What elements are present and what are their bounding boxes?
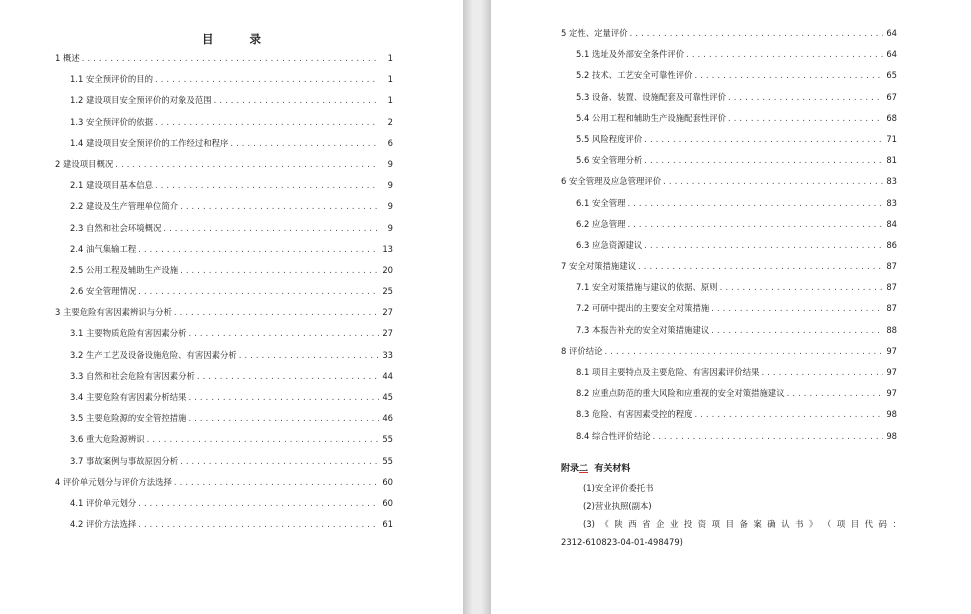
- toc-entry-label: 3.3 自然和社会危险有害因素分析: [70, 370, 195, 381]
- toc-entry-page: 71: [886, 133, 897, 144]
- appendix-item-3-char: 认: [781, 519, 790, 529]
- toc-entry-label: 7.1 安全对策措施与建议的依据、原则: [576, 282, 718, 293]
- toc-entry-label: 8.4 综合性评价结论: [576, 430, 651, 441]
- toc-list-right: [561, 23, 897, 447]
- toc-entry-label: 5.3 设备、装置、设施配套及可靠性评价: [576, 91, 726, 102]
- toc-entry[interactable]: [55, 112, 393, 133]
- toc-entry-page: 64: [886, 28, 897, 38]
- appendix-item-3-char: 项: [836, 519, 846, 529]
- appendix-item-3-char: 》: [809, 519, 818, 529]
- toc-dot-leader: [711, 298, 883, 319]
- toc-entry-label: 2.1 建设项目基本信息: [70, 180, 153, 191]
- toc-entry-label: 2.5 公用工程及辅助生产设施: [70, 264, 179, 275]
- toc-entry-page: 60: [382, 476, 393, 487]
- toc-entry-label: 7.2 可研中提出的主要安全对策措施: [576, 303, 710, 314]
- toc-dot-leader: [728, 108, 883, 129]
- appendix-item-3: [561, 515, 901, 533]
- toc-entry-label: 1.2 建设项目安全预评价的对象及范围: [70, 95, 212, 106]
- toc-entry-label: 2.6 安全管理情况: [70, 286, 137, 297]
- toc-entry[interactable]: [561, 320, 897, 341]
- toc-entry[interactable]: [55, 323, 393, 344]
- appendix-item-3-char: (3): [583, 519, 595, 529]
- toc-entry-label: 3.2 生产工艺及设备设施危险、有害因素分析: [70, 349, 237, 360]
- toc-entry-label: 8.2 应重点防范的重大风险和应重视的安全对策措施建议: [576, 388, 785, 399]
- toc-entry-page: 45: [382, 392, 393, 402]
- toc-entry[interactable]: [561, 23, 897, 44]
- toc-entry-page: 97: [886, 345, 897, 356]
- toc-entry[interactable]: [561, 341, 897, 362]
- appendix-item-3-char: 案: [753, 519, 762, 529]
- appendix-item-3-char: 资: [697, 519, 707, 529]
- toc-dot-leader: [155, 175, 379, 196]
- toc-entry-label: 5.5 风险程度评价: [576, 133, 643, 144]
- toc-entry[interactable]: [55, 260, 393, 281]
- toc-entry-page: 44: [382, 370, 393, 381]
- toc-dot-leader: [686, 44, 883, 65]
- toc-entry-page: 84: [886, 218, 897, 229]
- toc-dot-leader: [188, 387, 379, 408]
- toc-dot-leader: [82, 48, 379, 69]
- toc-entry[interactable]: [561, 235, 897, 256]
- toc-dot-leader: [147, 429, 379, 450]
- appendix-item-3-char: 确: [767, 519, 776, 529]
- toc-dot-leader: [694, 404, 883, 425]
- toc-entry-label: 5.6 安全管理分析: [576, 155, 643, 166]
- toc-entry[interactable]: [55, 154, 393, 175]
- toc-entry[interactable]: [561, 44, 897, 65]
- appendix-item-1: (1)安全评价委托书: [583, 483, 654, 493]
- toc-entry[interactable]: [55, 281, 393, 302]
- toc-entry[interactable]: [55, 69, 393, 90]
- appendix-item-3-char: 目: [850, 519, 860, 529]
- appendix-item-3-char: 企: [656, 519, 665, 529]
- toc-dot-leader: [138, 281, 379, 302]
- toc-entry[interactable]: [561, 298, 897, 319]
- toc-entry-page: 67: [886, 91, 897, 102]
- toc-entry-page: 97: [886, 388, 897, 399]
- page-gutter: [463, 0, 491, 614]
- toc-entry[interactable]: [561, 256, 897, 277]
- toc-dot-leader: [720, 277, 883, 298]
- toc-entry-label: 2 建设项目概况: [55, 158, 114, 169]
- toc-dot-leader: [638, 256, 883, 277]
- toc-entry[interactable]: [55, 90, 393, 111]
- toc-entry-label: 4.1 评价单元划分: [70, 497, 137, 508]
- toc-dot-leader: [138, 493, 379, 514]
- toc-dot-leader: [630, 23, 883, 44]
- toc-entry-page: 86: [886, 239, 897, 250]
- toc-entry[interactable]: [561, 87, 897, 108]
- toc-entry-page: 1: [387, 74, 393, 85]
- toc-entry[interactable]: [55, 366, 393, 387]
- toc-entry-label: 5.2 技术、工艺安全可靠性评价: [576, 70, 693, 81]
- toc-entry[interactable]: [55, 514, 393, 535]
- appendix-item-3-code: 2312-610823-04-01-498479): [561, 537, 683, 547]
- appendix-item-2: (2)营业执照(副本): [583, 501, 652, 511]
- toc-entry-label: 8.3 危险、有害因素受控的程度: [576, 409, 693, 420]
- toc-entry-page: 87: [886, 261, 897, 272]
- toc-entry[interactable]: [561, 171, 897, 192]
- appendix-item-3-char: 码: [878, 519, 887, 529]
- toc-entry[interactable]: [55, 133, 393, 154]
- toc-entry-label: 2.2 建设及生产管理单位简介: [70, 201, 179, 212]
- toc-dot-leader: [138, 514, 379, 535]
- appendix-heading-title: 有关材料: [594, 464, 631, 474]
- toc-entry-page: 6: [387, 137, 393, 148]
- appendix-heading: [561, 459, 901, 479]
- toc-entry-label: 3.7 事故案例与事故原因分析: [70, 455, 179, 466]
- toc-entry-page: 98: [886, 409, 897, 420]
- toc-entry[interactable]: [561, 65, 897, 86]
- toc-dot-leader: [761, 362, 883, 383]
- toc-entry-page: 27: [382, 307, 393, 318]
- toc-entry-page: 1: [387, 53, 393, 63]
- toc-dot-leader: [230, 133, 379, 154]
- toc-entry-page: 27: [382, 328, 393, 339]
- toc-entry[interactable]: [561, 362, 897, 383]
- toc-entry[interactable]: [55, 387, 393, 408]
- appendix-item-3-char: 业: [669, 519, 679, 529]
- toc-entry-label: 1.1 安全预评价的目的: [70, 74, 153, 85]
- toc-entry-label: 2.4 油气集输工程: [70, 243, 137, 254]
- toc-entry[interactable]: [55, 218, 393, 239]
- toc-entry[interactable]: [561, 193, 897, 214]
- toc-entry[interactable]: [55, 196, 393, 217]
- toc-entry[interactable]: [561, 150, 897, 171]
- toc-entry-label: 1 概述: [55, 53, 80, 63]
- toc-dot-leader: [188, 323, 379, 344]
- toc-entry-label: 6.1 安全管理: [576, 197, 626, 208]
- toc-entry-label: 4 评价单元划分与评价方法选择: [55, 476, 172, 487]
- toc-entry-page: 20: [382, 264, 393, 275]
- toc-entry-page: 9: [387, 180, 393, 191]
- toc-entry-page: 81: [886, 155, 897, 166]
- toc-entry-page: 33: [382, 349, 393, 360]
- toc-entry-page: 2: [387, 116, 393, 127]
- toc-entry-label: 2.3 自然和社会环境概况: [70, 222, 162, 233]
- toc-entry-label: 3.6 重大危险源辨识: [70, 434, 145, 445]
- toc-entry-page: 98: [886, 430, 897, 441]
- toc-title: 目 录: [201, 32, 277, 46]
- toc-dot-leader: [627, 214, 883, 235]
- toc-entry-label: 1.4 建设项目安全预评价的工作经过和程序: [70, 137, 229, 148]
- appendix-heading-prefix: 附录: [561, 464, 580, 474]
- appendix-item-3-char: 省: [642, 519, 651, 529]
- toc-entry-label: 6 安全管理及应急管理评价: [561, 176, 662, 187]
- toc-dot-leader: [644, 150, 883, 171]
- toc-entry-page: 25: [382, 286, 393, 297]
- appendix-item-3-char: 陕: [614, 519, 623, 529]
- toc-dot-leader: [155, 69, 379, 90]
- toc-entry-page: 9: [387, 158, 393, 169]
- appendix-item-3-char: 项: [711, 519, 721, 529]
- toc-entry-page: 46: [382, 413, 393, 424]
- toc-dot-leader: [188, 408, 379, 429]
- toc-entry-label: 6.2 应急管理: [576, 218, 626, 229]
- toc-entry-page: 1: [387, 95, 393, 106]
- toc-entry-page: 61: [382, 519, 393, 530]
- toc-entry-label: 8.1 项目主要特点及主要危险、有害因素评价结果: [576, 367, 760, 377]
- toc-entry-page: 87: [886, 282, 897, 293]
- toc-entry[interactable]: [561, 108, 897, 129]
- toc-entry-label: 3.5 主要危险源的安全管控措施: [70, 413, 187, 424]
- toc-dot-leader: [163, 218, 379, 239]
- appendix-item-3-char: 投: [683, 519, 693, 529]
- toc-dot-leader: [180, 451, 379, 472]
- toc-entry[interactable]: [55, 345, 393, 366]
- toc-dot-leader: [239, 345, 379, 366]
- toc-entry-label: 5 定性、定量评价: [561, 28, 628, 38]
- appendix-item-3-char: 《: [600, 519, 609, 529]
- toc-entry-page: 87: [886, 303, 897, 314]
- toc-entry[interactable]: [55, 239, 393, 260]
- toc-entry-page: 83: [886, 176, 897, 187]
- toc-dot-leader: [644, 129, 883, 150]
- toc-dot-leader: [174, 302, 379, 323]
- appendix-item-3-char: ：: [892, 519, 901, 529]
- toc-entry-page: 83: [886, 197, 897, 208]
- toc-dot-leader: [214, 90, 379, 111]
- toc-entry[interactable]: [561, 277, 897, 298]
- toc-list-left: [55, 48, 393, 535]
- appendix-item-3-char: 目: [725, 519, 734, 529]
- toc-entry-label: 5.4 公用工程和辅助生产设施配套性评价: [576, 112, 726, 123]
- toc-entry[interactable]: [55, 472, 393, 493]
- toc-entry-page: 9: [387, 201, 393, 212]
- toc-entry-label: 8 评价结论: [561, 345, 603, 356]
- toc-dot-leader: [728, 87, 883, 108]
- toc-entry[interactable]: [561, 383, 897, 404]
- toc-entry-label: 7.3 本报告补充的安全对策措施建议: [576, 324, 710, 335]
- toc-entry[interactable]: [561, 426, 897, 447]
- toc-entry-page: 97: [886, 367, 897, 377]
- toc-entry-page: 13: [382, 243, 393, 254]
- appendix-item-3-char: （: [822, 519, 832, 529]
- toc-dot-leader: [115, 154, 379, 175]
- appendix-heading-mark: 二: [579, 464, 589, 474]
- toc-entry[interactable]: [55, 48, 393, 69]
- toc-entry-label: 3.1 主要物质危险有害因素分析: [70, 328, 187, 339]
- toc-entry-label: 4.2 评价方法选择: [70, 519, 137, 530]
- toc-entry-label: 5.1 选址及外部安全条件评价: [576, 49, 685, 60]
- toc-entry[interactable]: [55, 408, 393, 429]
- toc-entry-page: 60: [382, 497, 393, 508]
- toc-dot-leader: [653, 426, 883, 447]
- toc-entry-label: 3 主要危险有害因素辨识与分析: [55, 307, 172, 318]
- toc-dot-leader: [644, 235, 883, 256]
- toc-entry-page: 55: [382, 434, 393, 445]
- toc-entry-label: 3.4 主要危险有害因素分析结果: [70, 392, 187, 402]
- toc-entry-page: 9: [387, 222, 393, 233]
- appendix-section: [561, 459, 901, 551]
- toc-dot-leader: [180, 196, 379, 217]
- toc-dot-leader: [138, 239, 379, 260]
- toc-entry[interactable]: [55, 493, 393, 514]
- toc-dot-leader: [197, 366, 379, 387]
- toc-dot-leader: [694, 65, 883, 86]
- appendix-item-3-char: 西: [628, 519, 637, 529]
- toc-dot-leader: [627, 193, 883, 214]
- appendix-item-3-char: 代: [864, 519, 873, 529]
- toc-entry-label: 6.3 应急资源建议: [576, 239, 643, 250]
- toc-dot-leader: [155, 112, 379, 133]
- toc-entry-page: 64: [886, 49, 897, 60]
- toc-entry[interactable]: [561, 214, 897, 235]
- toc-entry-label: 1.3 安全预评价的依据: [70, 116, 153, 127]
- toc-entry[interactable]: [55, 429, 393, 450]
- toc-entry-label: 7 安全对策措施建议: [561, 261, 636, 272]
- toc-entry[interactable]: [561, 129, 897, 150]
- toc-dot-leader: [605, 341, 884, 362]
- toc-entry[interactable]: [55, 451, 393, 472]
- toc-entry-page: 55: [382, 455, 393, 466]
- appendix-item-3-char: 书: [795, 519, 804, 529]
- toc-entry-page: 88: [886, 324, 897, 335]
- toc-entry[interactable]: [561, 404, 897, 425]
- toc-dot-leader: [174, 472, 379, 493]
- toc-entry-page: 65: [886, 70, 897, 81]
- toc-dot-leader: [711, 320, 883, 341]
- toc-entry[interactable]: [55, 175, 393, 196]
- toc-dot-leader: [787, 383, 883, 404]
- toc-entry-page: 68: [886, 112, 897, 123]
- toc-dot-leader: [663, 171, 883, 192]
- toc-entry[interactable]: [55, 302, 393, 323]
- appendix-item-3-char: 备: [739, 519, 748, 529]
- toc-dot-leader: [180, 260, 379, 281]
